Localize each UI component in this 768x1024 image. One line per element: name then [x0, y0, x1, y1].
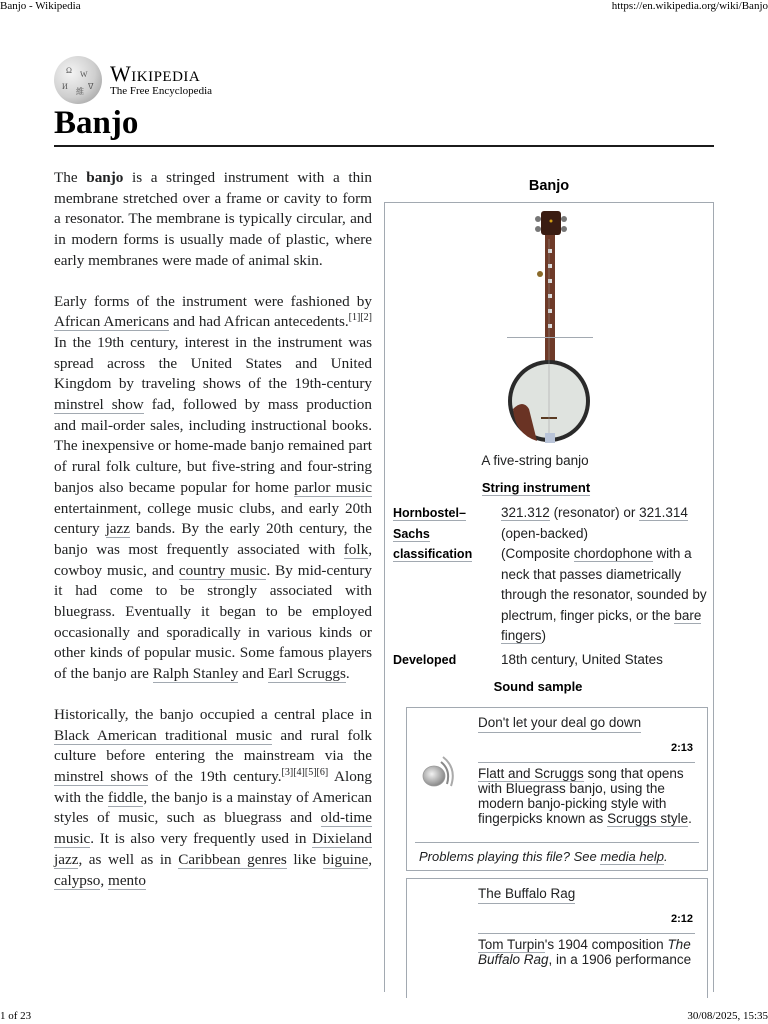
- link-ralph-stanley[interactable]: Ralph Stanley: [152, 665, 239, 683]
- italic-title: The Buffalo Rag: [478, 937, 691, 967]
- infobox-row-developed: [393, 650, 709, 671]
- audio-title-link[interactable]: Don't let your deal go down: [478, 714, 641, 733]
- divider: [478, 762, 695, 763]
- wikipedia-globe-icon: Ω W И 維 ᐁ: [54, 56, 102, 104]
- text: .: [663, 849, 668, 864]
- print-url: https://en.wikipedia.org/wiki/Banjo: [611, 0, 768, 12]
- link-biguine[interactable]: biguine: [322, 850, 369, 868]
- article-body: [54, 168, 372, 911]
- link-minstrel-show[interactable]: minstrel show: [54, 396, 144, 414]
- print-page-title: Banjo - Wikipedia: [0, 0, 81, 12]
- citation-5[interactable]: [5]: [304, 766, 317, 778]
- text: , the banjo is a mainstay of American styles of music, such as bluegrass and: [54, 788, 373, 827]
- text: Historically, the banjo occupied a central place in: [54, 705, 372, 723]
- link-old-time-music[interactable]: old-time music: [54, 809, 372, 848]
- text: Along with the: [54, 767, 372, 806]
- text: (resonator) or: [549, 505, 640, 520]
- citation-2[interactable]: [2]: [360, 312, 372, 324]
- citation-6[interactable]: [6]: [316, 766, 329, 778]
- page-title: Banjo: [54, 105, 139, 141]
- text: and had African antecedents.: [169, 313, 349, 331]
- audio-description: [478, 766, 697, 826]
- link-chordophone[interactable]: chordophone: [573, 546, 653, 561]
- link-parlor-music[interactable]: parlor music: [294, 478, 372, 496]
- infobox-row-classification: [393, 503, 709, 647]
- wikipedia-tagline: The Free Encyclopedia: [110, 84, 213, 97]
- paragraph-intro: [54, 168, 372, 272]
- speaker-icon[interactable]: [419, 752, 459, 792]
- divider: [415, 842, 699, 843]
- text: , in a 1906 performance: [548, 952, 692, 967]
- text: bands. By the early 20th century, the banjo was most frequently associated with: [54, 520, 373, 558]
- link-code-321-314[interactable]: 321.314: [639, 505, 688, 520]
- text: (open-backed): [501, 525, 589, 541]
- paragraph-culture: [54, 705, 372, 891]
- audio-description: [478, 937, 697, 967]
- paragraph-history: [54, 292, 372, 685]
- link-bare-fingers[interactable]: bare fingers: [501, 607, 702, 643]
- citation-4[interactable]: [4]: [293, 766, 305, 778]
- text: and rural folk culture before entering the mainstream via the: [54, 726, 372, 765]
- text: entertainment, college music clubs, and early 20th century: [54, 499, 372, 538]
- text: like: [286, 850, 323, 868]
- link-earl-scruggs[interactable]: Earl Scruggs: [267, 665, 346, 683]
- link-jazz[interactable]: jazz: [105, 520, 131, 538]
- divider: [478, 933, 695, 934]
- link-folk[interactable]: folk: [343, 540, 369, 558]
- infobox-value: [501, 503, 709, 647]
- infobox-value: 18th century, United States: [501, 652, 663, 667]
- print-header: [0, 0, 768, 14]
- text: The: [54, 169, 87, 186]
- infobox-title: Banjo: [528, 178, 570, 194]
- page-number: 1 of 23: [0, 1010, 32, 1022]
- link-dixieland-jazz[interactable]: Dixieland jazz: [54, 830, 372, 868]
- link-string-instrument[interactable]: String instrument: [481, 480, 591, 495]
- link-country-music[interactable]: country music: [178, 561, 267, 579]
- text: .: [688, 811, 692, 826]
- citation-1[interactable]: [1]: [348, 312, 361, 324]
- text: Problems playing this file? See: [419, 849, 601, 864]
- text: .: [345, 665, 350, 683]
- print-footer: [0, 1010, 768, 1024]
- text: . It is also very frequently used in: [90, 830, 313, 848]
- text: Early forms of the instrument were fashioned by: [54, 292, 372, 310]
- title-divider: [54, 145, 714, 147]
- text: song that opens with Bluegrass banjo, using the modern banjo-picking style with fingerpicks known as: [478, 766, 684, 826]
- text: fad, followed by mass production and mail-order sales, including instructional books. The inexpensive or home-made banjo remained part of rural folk culture, but five-string and four-string banjos also became popular for home: [54, 396, 372, 496]
- text: of the 19th century.: [148, 767, 282, 785]
- text: In the 19th century, interest in the instrument was spread across the United States and United Kingdom by traveling shows of the 19th-century: [54, 333, 372, 393]
- text: 's 1904 composition: [544, 937, 668, 952]
- wikipedia-wordmark: Wikipedia: [110, 60, 201, 86]
- link-code-321-312[interactable]: 321.312: [501, 505, 550, 520]
- link-calypso[interactable]: calypso: [54, 871, 101, 889]
- link-tom-turpin[interactable]: Tom Turpin: [478, 937, 545, 952]
- infobox: [384, 202, 714, 992]
- link-minstrel-shows[interactable]: minstrel shows: [54, 767, 149, 785]
- text: ,: [368, 850, 373, 868]
- link-hornbostel-sachs[interactable]: Hornbostel–: [393, 506, 466, 520]
- text: , as well as in: [78, 850, 179, 868]
- text: is a stringed instrument with a thin membrane stretched over a frame or cavity to form a resonator. The membrane is typically circular, and in modern forms is usually made of plastic, where early membranes were made of animal skin.: [54, 169, 372, 269]
- audio-title-link[interactable]: The Buffalo Rag: [478, 885, 575, 904]
- text: ): [541, 628, 547, 643]
- infobox-group-header: [385, 480, 713, 495]
- text: . By mid-century it had come to be strongly associated with bluegrass. Eventually it began to be employed occasionally and sporadically in various kinds or other kinds of popular music. Some famous players of the banjo are: [54, 561, 373, 683]
- text: ,: [100, 871, 108, 889]
- infobox-label: Developed: [393, 653, 457, 667]
- print-datetime: 30/08/2025, 15:35: [687, 1010, 768, 1022]
- audio-player: [406, 878, 708, 998]
- link-mento[interactable]: mento: [108, 871, 146, 889]
- image-caption: A five-string banjo: [481, 453, 589, 468]
- link-african-americans[interactable]: African Americans: [54, 313, 170, 331]
- bold-term: banjo: [86, 169, 124, 186]
- image-guide-line: [507, 337, 593, 338]
- citation-3[interactable]: [3]: [281, 766, 294, 778]
- text: and: [238, 665, 268, 683]
- text: with a neck that passes diametrically through the resonator, sounded by plectrum, finger picks, or the: [501, 546, 707, 623]
- media-help-note: [419, 849, 668, 864]
- link-media-help[interactable]: media help: [600, 849, 664, 864]
- text: (Composite: [501, 546, 574, 561]
- link-hornbostel-sachs[interactable]: Sachs: [393, 526, 430, 541]
- audio-player: [406, 707, 708, 871]
- infobox-label: [393, 503, 501, 647]
- link-caribbean-genres[interactable]: Caribbean genres: [178, 850, 287, 868]
- audio-duration: 2:12: [670, 913, 693, 925]
- sound-sample-header: Sound sample: [493, 679, 583, 694]
- link-black-american-traditional-music[interactable]: Black American traditional music: [54, 726, 273, 744]
- audio-duration: 2:13: [670, 742, 693, 754]
- link-hornbostel-sachs[interactable]: classification: [393, 547, 473, 561]
- wikipedia-logo[interactable]: [54, 56, 212, 104]
- banjo-image[interactable]: [505, 209, 593, 457]
- link-scruggs-style[interactable]: Scruggs style: [607, 811, 689, 826]
- link-flatt-and-scruggs[interactable]: Flatt and Scruggs: [478, 766, 584, 781]
- text: , cowboy music, and: [54, 540, 372, 579]
- link-fiddle[interactable]: fiddle: [107, 788, 144, 806]
